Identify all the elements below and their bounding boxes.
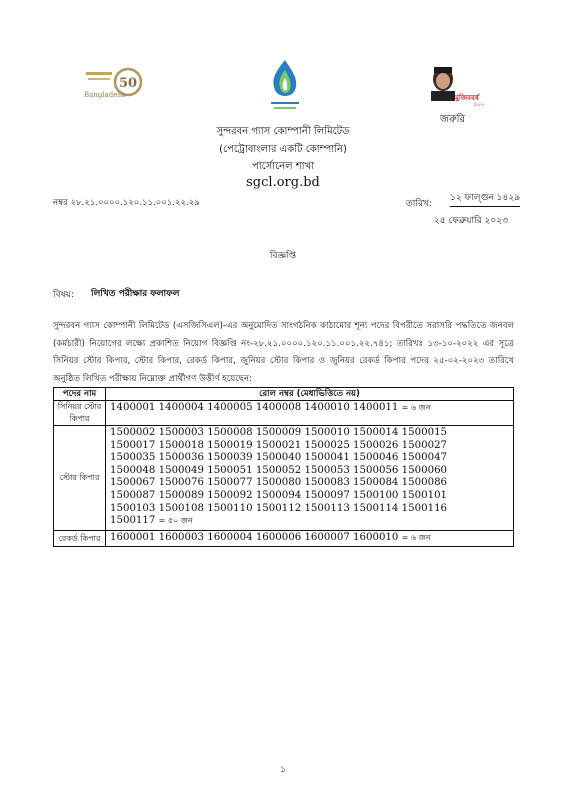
bangladesh-50-logo: [82, 62, 144, 104]
table-header-row: [54, 388, 514, 401]
subject-text: লিখিত পরীক্ষার ফলাফল: [91, 289, 180, 299]
logo-text: Bangladesh: [84, 91, 126, 99]
post-name: স্টোর কিপার: [54, 426, 106, 531]
roll-line: 1500087 1500089 1500092 1500094 1500097 1500100 1500101: [110, 489, 448, 501]
roll-line: 1600001 1600003 1600004 1600006 1600007 1600010: [110, 531, 399, 543]
branch-name: পার্সোনেল শাখা: [251, 161, 315, 172]
candidate-count: = ৫০ জন: [158, 516, 193, 526]
notice-title: বিজ্ঞপ্তি: [269, 251, 297, 261]
roll-numbers: [106, 401, 514, 426]
results-table: [53, 387, 514, 547]
roll-line: 1500117: [110, 515, 156, 527]
mujib-borsho-logo: [425, 62, 485, 108]
candidate-count: = ৬ জন: [401, 403, 431, 412]
page-number: ১: [280, 765, 286, 775]
svg-text:১০০: ১০০: [473, 101, 485, 108]
roll-line: 1500067 1500076 1500077 1500080 1500083 1500084 1500086: [110, 477, 448, 489]
urgent-label: জরুরি: [440, 114, 465, 125]
table-row: [54, 530, 514, 547]
roll-line: 1500103 1500108 1500110 1500112 1500113 1500114 1500116: [110, 502, 448, 514]
date-bangla: ১২ ফাল্গুন ১৪২৯: [450, 190, 520, 207]
candidate-count: = ৬ জন: [401, 532, 431, 542]
column-header-post: পদের নাম: [54, 388, 106, 401]
roll-line: 1500017 1500018 1500019 1500021 1500025 1500026 1500027: [110, 439, 448, 451]
roll-line: 1500002 1500003 1500008 1500009 1500010 1500014 1500015: [110, 427, 448, 438]
subject-label: বিষয়:: [53, 290, 74, 300]
organization-name: সুন্দরবন গ্যাস কোম্পানী লিমিটেড: [216, 126, 350, 137]
post-name: রেকর্ড কিপার: [54, 530, 106, 547]
roll-line: 1500035 1500036 1500039 1500040 1500041 1500046 1500047: [110, 452, 448, 464]
table-row: [54, 426, 514, 531]
post-name: সিনিয়র স্টোর কিপার: [54, 401, 106, 426]
table-row: [54, 401, 514, 426]
column-header-roll: রোল নম্বর (মেধাভিত্তিতে নয়): [106, 388, 514, 401]
date-gregorian: ২৫ ফেব্রুয়ারি ২০২৩: [434, 216, 508, 226]
organization-subtitle: (পেট্রোবাংলার একটি কোম্পানি): [219, 144, 347, 155]
logo-right-text: মুজিববর্ষ: [455, 94, 479, 102]
logo-number: 50: [118, 76, 138, 91]
website: sgcl.org.bd: [246, 175, 320, 190]
sgcl-flame-logo: [265, 58, 305, 114]
roll-line: 1500048 1500049 1500051 1500052 1500053 1500056 1500060: [110, 464, 448, 476]
roll-line: 1400001 1400004 1400005 1400008 1400010 1400011: [110, 402, 399, 413]
roll-numbers: [106, 530, 514, 547]
notice-body: সুন্দরবন গ্যাস কোম্পানী লিমিটেড (এসজিসিএল)-এর অনুমোদিত সাংগঠনিক কাঠামোর শূন্য পদের বিপরীতে সরাসরি পদ্ধতিতে জনবল (কর্মচারী) নিয়োগের লক্ষ্যে প্রকাশিত নিয়োগ বিজ্ঞপ্তি নং-২৮.২১.০০০০.১২০.১১.০০১.২২.৭৪১; তারিখঃ ১৩-১০-২০২২ এর সূত্রে সিনিয়র স্টোর কিপার, স্টোর কিপার, রেকর্ড কিপার, জুনিয়র স্টোর কিপার ও জুনিয়র রেকর্ড কিপার পদের ২৫-০২-২০২৩ তারিখে অনুষ্ঠিত লিখিত পরীক্ষায় নিম্নোক্ত প্রার্থীগণ উত্তীর্ণ হয়েছেন:: [53, 321, 514, 384]
date-label: তারিখ:: [406, 199, 432, 209]
roll-numbers: [106, 426, 514, 531]
memo-number: নম্বর ২৮.২১.০০০০.১২০.১১.০০১.২২.২৯: [53, 198, 200, 208]
